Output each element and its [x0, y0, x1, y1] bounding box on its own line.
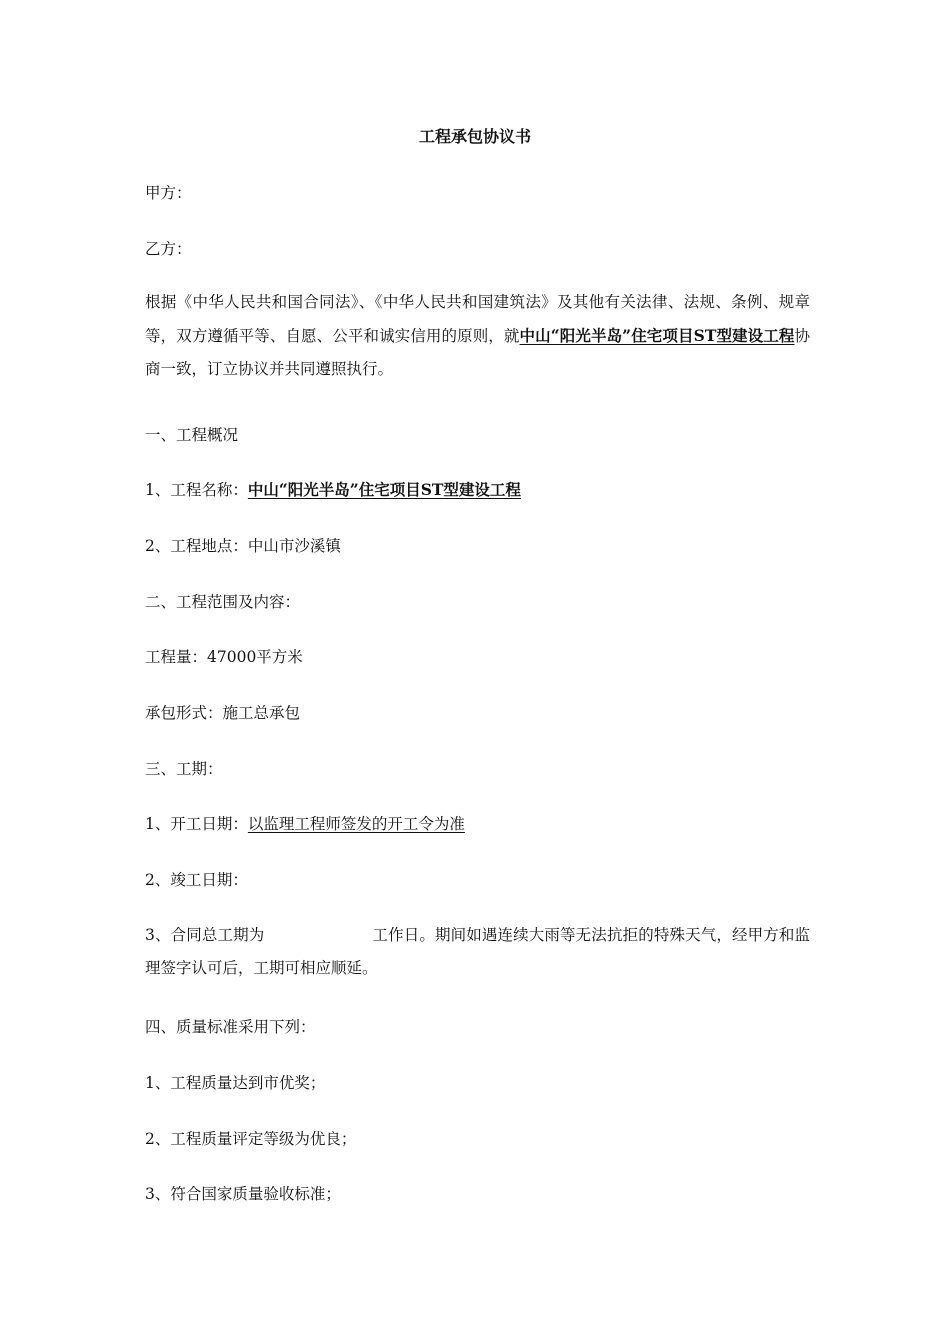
project-name-label: 1、工程名称： — [145, 481, 248, 499]
section-3-heading: 三、工期： — [145, 760, 223, 778]
intro-text-2: 协商一致，订立协议并共同遵照执行。 — [145, 327, 810, 378]
start-date-label: 1、开工日期： — [145, 815, 248, 833]
project-name-line — [145, 479, 810, 501]
total-duration-paragraph — [145, 919, 810, 985]
start-date-value: 以监理工程师签发的开工令为准 — [247, 815, 465, 833]
section-4-heading: 四、质量标准采用下列： — [145, 1018, 316, 1036]
start-date-line — [145, 813, 810, 835]
party-b-label: 乙方： — [145, 240, 192, 258]
work-quantity: 工程量：47000平方米 — [145, 648, 303, 666]
contract-form: 承包形式：施工总承包 — [145, 704, 301, 722]
project-location: 2、工程地点：中山市沙溪镇 — [145, 537, 341, 555]
section-1-heading: 一、工程概况 — [145, 426, 239, 444]
intro-project-name: 中山“阳光半岛”住宅项目ST型建设工程 — [519, 326, 795, 345]
quality-item-2: 2、工程质量评定等级为优良； — [145, 1130, 357, 1148]
party-a-label: 甲方： — [145, 184, 192, 202]
section-2-heading: 二、工程范围及内容： — [145, 593, 301, 611]
project-name-value: 中山“阳光半岛”住宅项目ST型建设工程 — [247, 480, 521, 499]
completion-date: 2、竣工日期： — [145, 871, 248, 889]
intro-paragraph — [145, 286, 810, 386]
total-duration-text-1: 3、合同总工期为 — [145, 926, 265, 944]
total-duration-text-2: 工作日。期间如遇连续大雨等无法抗拒的特殊天气，经甲方和监理签字认可后，工期可相应顺延。 — [145, 926, 810, 977]
quality-item-3: 3、符合国家质量验收标准； — [145, 1185, 341, 1203]
document-title: 工程承包协议书 — [418, 127, 531, 146]
quality-item-1: 1、工程质量达到市优奖； — [145, 1074, 326, 1092]
intro-text-1: 根据《中华人民共和国合同法》、《中华人民共和国建筑法》及其他有关法律、法规、条例、规章等，双方遵循平等、自愿、公平和诚实信用的原则，就 — [145, 293, 810, 345]
